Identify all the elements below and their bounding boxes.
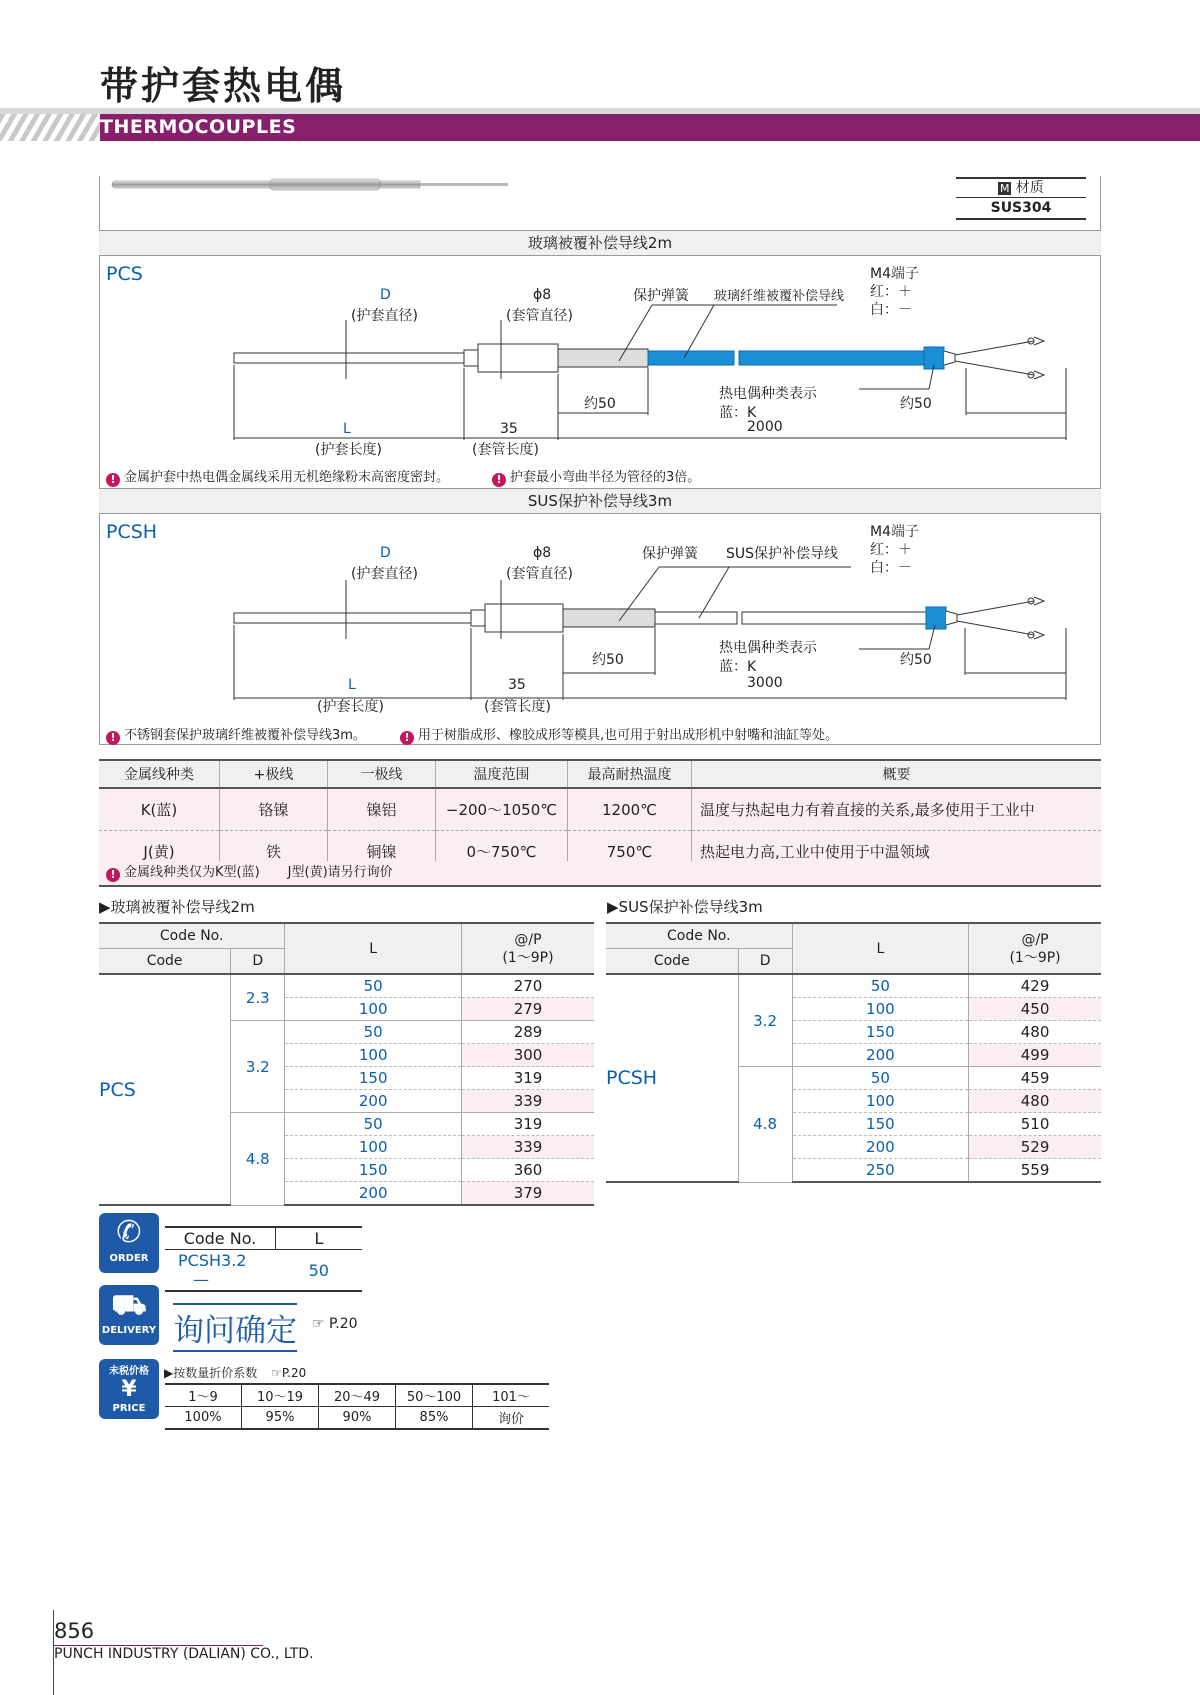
price-l: 200 <box>285 1182 462 1206</box>
pcsh-d-sub: (护套直径) <box>351 566 418 582</box>
pcs-white-label: 白：－ <box>870 302 912 318</box>
order-l-header: L <box>276 1227 363 1250</box>
order-codeno-header: Code No. <box>165 1227 276 1250</box>
pcsh-terminal-label: M4端子 <box>870 524 919 540</box>
price-value: 499 <box>969 1044 1101 1067</box>
pcsh-drawing <box>99 515 1101 725</box>
price-left-title <box>99 896 255 917</box>
price-right-title-text: SUS保护补偿导线3m <box>618 898 763 916</box>
price-value: 339 <box>462 1090 594 1113</box>
price-value: 319 <box>462 1067 594 1090</box>
spec-cell: 750℃ <box>568 831 692 873</box>
spec-header: +极线 <box>220 760 328 788</box>
material-box <box>956 177 1086 220</box>
l-header: L <box>792 923 969 974</box>
pcs-diagram-code: PCS <box>106 263 143 285</box>
price-value: 360 <box>462 1159 594 1182</box>
pcsh-wire-label: SUS保护补偿导线 <box>726 546 839 562</box>
price-value: 510 <box>969 1113 1101 1136</box>
material-label: 材质 <box>1015 180 1044 196</box>
pcsh-note-2-text: 用于树脂成形、橡胶成形等模具,也可用于射出成形机中射嘴和油缸等处。 <box>418 728 839 743</box>
code-header: Code <box>99 949 231 975</box>
price-l: 200 <box>792 1136 969 1159</box>
price-l: 200 <box>285 1090 462 1113</box>
order-code-value: PCSH3.2 <box>178 1251 247 1270</box>
discount-rate: 95% <box>242 1407 319 1430</box>
triangle-right-icon: ▶ <box>607 898 619 916</box>
d-header: D <box>231 949 285 975</box>
pcs-phi-sub: (套管直径) <box>506 308 573 324</box>
material-value: SUS304 <box>956 198 1086 220</box>
pcsh-approx50-b: 约50 <box>900 652 932 668</box>
price-icon-top: 未税价格 <box>109 1366 149 1377</box>
order-example <box>165 1226 362 1292</box>
price-l: 100 <box>792 1090 969 1113</box>
spec-cell: 铜镍 <box>328 831 436 873</box>
spec-cell: K(蓝) <box>99 788 220 831</box>
pcs-note-1-text: 金属护套中热电偶金属线采用无机绝缘粉末高密度密封。 <box>124 470 450 485</box>
alert-icon: ! <box>106 731 120 745</box>
price-left-table <box>99 922 594 1206</box>
spec-header: 一极线 <box>328 760 436 788</box>
discount-rate: 100% <box>165 1407 242 1430</box>
price-left-title-text: 玻璃被覆补偿导线2m <box>110 898 255 916</box>
pcs-approx50-b: 约50 <box>900 396 932 412</box>
delivery-icon-label: DELIVERY <box>101 1325 157 1336</box>
spec-header: 最高耐热温度 <box>568 760 692 788</box>
triangle-right-icon: ▶ <box>99 898 111 916</box>
price-l: 250 <box>792 1159 969 1183</box>
triangle-right-icon: ▶ <box>164 1366 174 1380</box>
order-icon-label: ORDER <box>109 1253 149 1264</box>
pcsh-diagram-code: PCSH <box>106 521 158 543</box>
pcsh-len-35: 35 <box>508 677 526 693</box>
discount-title <box>164 1364 306 1381</box>
price-value: 480 <box>969 1021 1101 1044</box>
price-l: 150 <box>792 1021 969 1044</box>
discount-qty: 50～100 <box>396 1384 473 1407</box>
price-header <box>462 923 594 974</box>
spec-cell: 铁 <box>220 831 328 873</box>
pointing-hand-icon: ☞ <box>312 1316 325 1332</box>
phone-icon: ✆ <box>116 1215 142 1250</box>
discount-qty: 101～ <box>473 1384 550 1407</box>
price-value: 339 <box>462 1136 594 1159</box>
table-row <box>99 974 594 998</box>
page-subtitle: THERMOCOUPLES <box>100 116 297 138</box>
delivery-ref-page: P.20 <box>329 1316 358 1332</box>
price-header-range: (1～9P) <box>1009 949 1061 966</box>
price-value: 429 <box>969 974 1101 998</box>
price-icon-label: PRICE <box>112 1403 146 1414</box>
pcsh-spring-label: 保护弹簧 <box>642 546 698 562</box>
discount-qty: 1～9 <box>165 1384 242 1407</box>
spec-cell: 温度与热起电力有着直接的关系,最多使用于工业中 <box>692 788 1102 831</box>
price-l: 100 <box>792 998 969 1021</box>
codeno-header: Code No. <box>606 923 792 949</box>
price-l: 200 <box>792 1044 969 1067</box>
pcsh-white-label: 白：－ <box>870 560 912 576</box>
spec-note <box>99 861 1101 887</box>
discount-qty: 20～49 <box>319 1384 396 1407</box>
discount-title-text: 按数量折价系数 <box>173 1366 258 1380</box>
header-stripes <box>0 114 100 141</box>
pcs-note-2 <box>492 466 700 487</box>
order-dash: — <box>193 1270 209 1289</box>
page-title: 带护套热电偶 <box>100 64 347 108</box>
pcs-d-label: D <box>380 287 391 303</box>
table-row <box>99 788 1101 831</box>
pcsh-type-blue: 蓝：K <box>719 659 757 675</box>
pcsh-len-35-sub: (套管长度) <box>484 699 551 715</box>
pcsh-note-1-text: 不锈钢套保护玻璃纤维被覆补偿导线3m。 <box>124 728 366 743</box>
pcsh-l-sub: (护套长度) <box>317 699 384 715</box>
alert-icon: ! <box>106 868 120 882</box>
spec-table <box>99 759 1101 873</box>
order-l: 50 <box>308 1260 329 1280</box>
discount-ref: P.20 <box>281 1366 307 1380</box>
price-value: 289 <box>462 1021 594 1044</box>
pcsh-l-label: L <box>348 677 356 693</box>
price-value: 379 <box>462 1182 594 1206</box>
price-l: 50 <box>285 1021 462 1044</box>
pcsh-note-2 <box>400 724 838 745</box>
spec-cell: −200～1050℃ <box>436 788 568 831</box>
discount-rate: 85% <box>396 1407 473 1430</box>
order-code <box>165 1250 276 1292</box>
price-l: 150 <box>285 1159 462 1182</box>
pcs-len-35-sub: (套管长度) <box>472 442 539 458</box>
price-l: 50 <box>285 974 462 998</box>
spec-cell: 镍铝 <box>328 788 436 831</box>
pcs-phi-label: ϕ8 <box>533 287 552 303</box>
discount-rate: 询价 <box>497 1412 524 1427</box>
price-l: 50 <box>792 974 969 998</box>
price-code: PCS <box>99 974 231 1205</box>
spec-header: 概要 <box>692 760 1102 788</box>
pcs-section-bar: 玻璃被覆补偿导线2m <box>99 230 1101 256</box>
pcs-wire-label: 玻璃纤维被覆补偿导线 <box>714 289 845 304</box>
price-l: 150 <box>792 1113 969 1136</box>
spec-note-a: 金属线种类仅为K型(蓝) <box>124 865 260 880</box>
order-icon <box>99 1213 159 1273</box>
pcsh-wire-length: 3000 <box>747 675 783 691</box>
alert-icon: ! <box>106 473 120 487</box>
discount-qty: 10～19 <box>242 1384 319 1407</box>
pcs-note-1 <box>106 466 449 487</box>
pcsh-d-label: D <box>380 545 391 561</box>
company-name: PUNCH INDUSTRY (DALIAN) CO., LTD. <box>54 1646 314 1662</box>
delivery-ref <box>312 1316 358 1332</box>
discount-rate: 90% <box>319 1407 396 1430</box>
price-header-unit: @/P <box>514 931 542 948</box>
alert-icon: ! <box>492 473 506 487</box>
spec-header: 温度范围 <box>436 760 568 788</box>
price-l: 50 <box>792 1067 969 1090</box>
delivery-text: 询问确定 <box>173 1303 297 1352</box>
price-l: 50 <box>285 1113 462 1136</box>
price-value: 480 <box>969 1090 1101 1113</box>
pcsh-approx50-a: 约50 <box>592 652 624 668</box>
code-header: Code <box>606 949 738 975</box>
price-table-grid <box>606 922 1101 1183</box>
price-table-grid <box>99 922 594 1206</box>
spec-cell: 1200℃ <box>568 788 692 831</box>
price-l: 100 <box>285 1136 462 1159</box>
pcs-spring-label: 保护弹簧 <box>633 288 689 304</box>
l-header: L <box>285 923 462 974</box>
pcs-len-35: 35 <box>500 421 518 437</box>
price-value: 279 <box>462 998 594 1021</box>
pcs-l-label: L <box>343 421 351 437</box>
price-right-table <box>606 922 1101 1183</box>
price-l: 100 <box>285 1044 462 1067</box>
yen-icon: ¥ <box>121 1377 137 1402</box>
price-code: PCSH <box>606 974 738 1182</box>
price-d: 3.2 <box>231 1021 285 1113</box>
price-header-unit: @/P <box>1021 931 1049 948</box>
header-rule <box>0 108 1200 114</box>
spec-cell: 热起电力高,工业中使用于中温领域 <box>692 831 1102 873</box>
pcsh-phi-sub: (套管直径) <box>506 566 573 582</box>
product-photo <box>110 178 510 192</box>
price-d: 3.2 <box>738 974 792 1067</box>
price-value: 450 <box>969 998 1101 1021</box>
pcsh-section-bar: SUS保护补偿导线3m <box>99 488 1101 514</box>
price-value: 319 <box>462 1113 594 1136</box>
table-row <box>606 974 1101 998</box>
price-d: 4.8 <box>738 1067 792 1183</box>
pcsh-type-mark: 热电偶种类表示 <box>719 640 817 656</box>
price-value: 559 <box>969 1159 1101 1183</box>
spec-cell: 0～750℃ <box>436 831 568 873</box>
spec-header: 金属线种类 <box>99 760 220 788</box>
spec-cell: J(黄) <box>99 831 220 873</box>
price-value: 300 <box>462 1044 594 1067</box>
pcs-d-sub: (护套直径) <box>351 308 418 324</box>
price-icon <box>99 1359 159 1419</box>
codeno-header: Code No. <box>99 923 285 949</box>
pcs-red-label: 红：＋ <box>870 284 912 300</box>
spec-cell: 铬镍 <box>220 788 328 831</box>
pcs-type-blue: 蓝：K <box>719 405 757 421</box>
price-value: 270 <box>462 974 594 998</box>
pcs-wire-length: 2000 <box>747 419 783 435</box>
pcs-approx50-a: 约50 <box>584 396 616 412</box>
price-d: 4.8 <box>231 1113 285 1206</box>
d-header: D <box>738 949 792 975</box>
price-header <box>969 923 1101 974</box>
price-d: 2.3 <box>231 974 285 1021</box>
delivery-icon <box>99 1285 159 1345</box>
pointing-hand-icon: ☞ <box>271 1366 282 1380</box>
alert-icon: ! <box>400 731 414 745</box>
price-value: 529 <box>969 1136 1101 1159</box>
pcs-drawing <box>99 255 1101 465</box>
material-badge: M <box>1000 182 1010 195</box>
pcs-note-2-text: 护套最小弯曲半径为管径的3倍。 <box>510 470 701 485</box>
discount-table <box>165 1383 549 1430</box>
truck-icon: ⛟ <box>111 1288 147 1321</box>
pcsh-phi-label: ϕ8 <box>533 545 552 561</box>
pcs-type-mark: 热电偶种类表示 <box>719 386 817 402</box>
pcs-l-sub: (护套长度) <box>315 442 382 458</box>
price-l: 150 <box>285 1067 462 1090</box>
page-number: 856 <box>54 1619 95 1643</box>
price-value: 459 <box>969 1067 1101 1090</box>
pcsh-note-1 <box>106 724 366 745</box>
pcsh-red-label: 红：＋ <box>870 542 912 558</box>
price-right-title <box>607 896 763 917</box>
price-header-range: (1～9P) <box>502 949 554 966</box>
pcs-terminal-label: M4端子 <box>870 266 919 282</box>
price-l: 100 <box>285 998 462 1021</box>
spec-note-b: J型(黄)请另行询价 <box>287 865 393 880</box>
